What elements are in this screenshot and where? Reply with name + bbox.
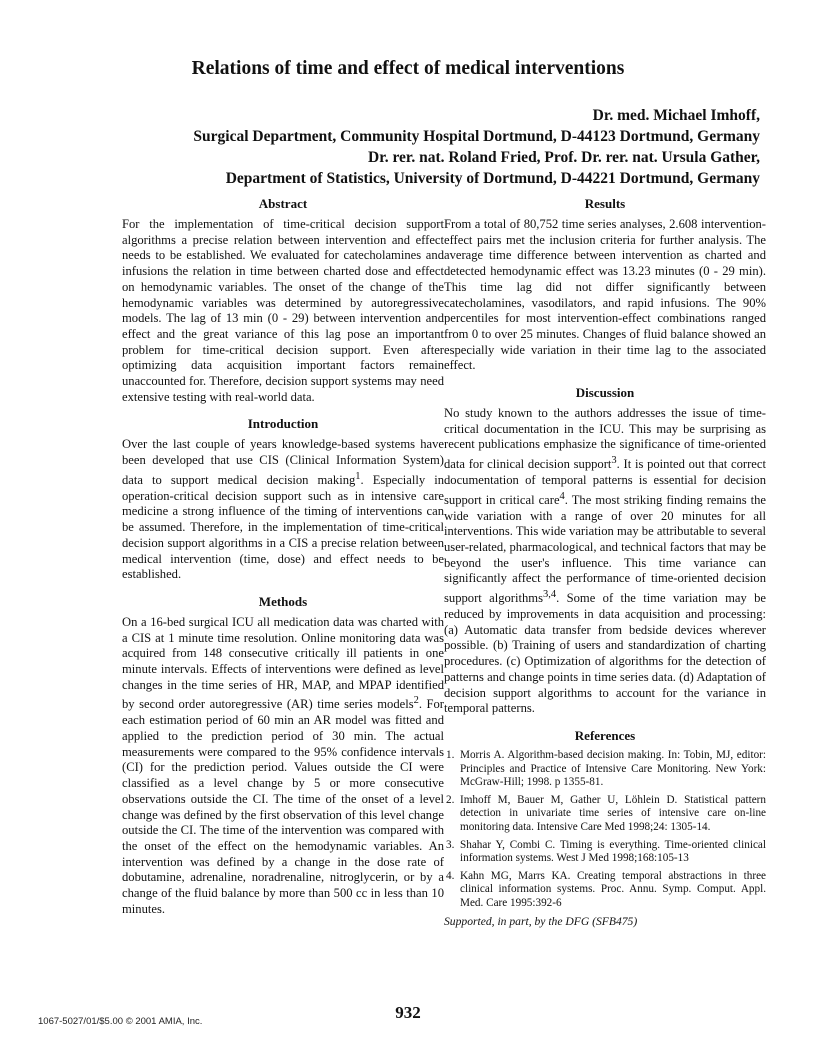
discussion-text-d: . Some of the time variation may be reduced by improvements in data acquisition and processing: (a) Automatic data transfer from bedside devices wherever possible. (b) Training of users and standardization of charting procedures. (c) Optimization of algorithms for the detection of patterns and change points in time series data. (d) Adaptation of decision support algorithms to account for the variance in temporal patterns.: [444, 591, 766, 716]
methods-heading: Methods: [258, 593, 308, 609]
citation-3: 3: [611, 455, 617, 467]
introduction-heading: Introduction: [247, 416, 319, 432]
left-column: [122, 196, 444, 929]
methods-text-b: . For each estimation period of 60 min an AR model was fitted and applied to the prediction period of 30 min. The actual measurements were compared to the 95% confidence intervals (CI) for the prediction period. Values outside the CI were classified as a level change by 5 or more consecutive observations outside the CI. The time of the onset of a level change was defined by the first observation of this level change outside the CI. The time of the intervention was compared with the onset of the effect on the hemodynamic variables. An intervention was defined by a change in the dose rate of dobutamine, adrenaline, noradrenaline, nitroglycerin, or by a change of the fluid balance by more than 500 cc in less than 10 minutes.: [122, 697, 444, 916]
methods-section: [122, 594, 444, 918]
citation-4: 4: [559, 490, 565, 502]
right-column: [444, 196, 766, 930]
reference-list: [444, 749, 766, 911]
reference-number: 1.: [446, 748, 455, 761]
page-number: 932: [395, 1003, 421, 1022]
results-heading: Results: [584, 196, 626, 211]
author-line-1: Dr. med. Michael Imhoff,: [592, 107, 760, 124]
references-heading: References: [574, 727, 636, 743]
discussion-text-c: . The most striking finding remains the wide variation with a range of over 20 minutes for all interventions. This wide variation may be attributable to several user-related, pharmacological, and technical factors that may be beyond the user's influence. This time variance can significantly affect the performance of time-oriented decision support algorithms: [444, 492, 766, 606]
reference-item: [444, 839, 766, 866]
author-line-2: Dr. rer. nat. Roland Fried, Prof. Dr. rer. nat. Ursula Gather,: [368, 149, 760, 166]
introduction-text-b: . Especially in operation-critical decision support such as in intensive care medicine a strong influence of the timing of interventions can be assumed. Therefore, in the implementation of time-critical decision support algorithms in a CIS a precise relation between medical intervention (time, dose) and effect needs to be established.: [122, 473, 444, 582]
reference-text: Shahar Y, Combi C. Timing is everything. Time-oriented clinical information systems. West J Med 1998;168:105-13: [460, 838, 766, 865]
discussion-text: [444, 406, 766, 717]
citation-3-4: 3,4: [543, 589, 557, 601]
reference-text: Kahn MG, Marrs KA. Creating temporal abstractions in three clinical information systems. Proc. Annu. Symp. Comput. Appl. Med. Care 1995:392-6: [460, 869, 766, 909]
abstract-section: [122, 196, 444, 405]
reference-text: Imhoff M, Bauer M, Gather U, Löhlein D. Statistical pattern detection in univariate time series of intensive care on-line monitoring data. Intensive Care Med 1998;24: 1305-14.: [460, 793, 766, 833]
copyright-line: 1067-5027/01/$5.00 © 2001 AMIA, Inc.: [38, 1016, 203, 1027]
discussion-text-b: . It is pointed out that correct documentation of temporal patterns is essential for decision support in critical care: [444, 457, 766, 507]
abstract-text: For the implementation of time-critical decision support algorithms a precise relation between intervention and effect needs to be established. We evaluated for catecholamines and infusions the relation in time between charted dose and effect on hemodynamic variables. The onset of the change of the hemodynamic variables was determined by autoregressive models. The lag of 13 min (0 - 29) between intervention and effect and the great variance of this lag pose an important problem for time-critical decision support. Even after optimizing data acquisition important factors remain unaccounted for. Therefore, decision support systems may need extensive testing with real-world data.: [122, 217, 444, 404]
reference-item: [444, 794, 766, 835]
discussion-heading: Discussion: [575, 385, 635, 401]
reference-item: [444, 749, 766, 790]
introduction-section: [122, 416, 444, 583]
results-section: [444, 196, 766, 374]
reference-number: 2.: [446, 793, 455, 806]
introduction-text: [122, 437, 444, 583]
reference-text: Morris A. Algorithm-based decision making. In: Tobin, MJ, editor: Principles and Practice of Intensive Care Monitoring. New York: McGraw-Hill; 1998. p 1355-81.: [460, 748, 766, 789]
methods-text: [122, 615, 444, 918]
results-text: From a total of 80,752 time series analyses, 2.608 intervention-effect pairs met the inclusion criteria for further analysis. The average time difference between intervention as charted and detected hemodynamic effect was 13.23 minutes (0 - 29 min). This time lag did not differ significantly between catecholamines, vasodilators, and rapid infusions. The 90% percentiles for most intervention-effect combinations ranged from 0 to over 25 minutes. Changes of fluid balance showed an especially wide variation in their time lag to the associated effect.: [444, 217, 766, 373]
affiliation-line-1: Surgical Department, Community Hospital Dortmund, D-44123 Dortmund, Germany: [193, 128, 760, 145]
author-block: [100, 105, 760, 189]
reference-item: [444, 870, 766, 911]
references-section: [444, 728, 766, 930]
discussion-section: [444, 385, 766, 717]
funding-note: Supported, in part, by the DFG (SFB475): [444, 915, 638, 929]
abstract-heading: Abstract: [258, 196, 308, 211]
reference-number: 4.: [446, 869, 455, 882]
discussion-text-a: No study known to the authors addresses the issue of time-critical documentation in the ICU. This may be surprising as recent publications emphasize the significance of time-oriented data for clinical decision support: [444, 406, 766, 472]
affiliation-line-2: Department of Statistics, University of Dortmund, D-44221 Dortmund, Germany: [225, 170, 760, 187]
paper-title: Relations of time and effect of medical interventions: [191, 58, 625, 79]
reference-number: 3.: [446, 838, 455, 851]
citation-1: 1: [355, 470, 361, 482]
introduction-text-a: Over the last couple of years knowledge-based systems have been developed that use CIS (Clinical Information System) data to support medical decision making: [122, 437, 444, 488]
methods-text-a: On a 16-bed surgical ICU all medication data was charted with a CIS at 1 minute time resolution. Online monitoring data was acquired from 148 consecutive critically ill patients in one minute intervals. Effects of interventions were defined as level changes in the time series of HR, MAP, and MPAP identified by second order autoregressive (AR) time series models: [122, 614, 444, 712]
citation-2: 2: [413, 695, 419, 707]
